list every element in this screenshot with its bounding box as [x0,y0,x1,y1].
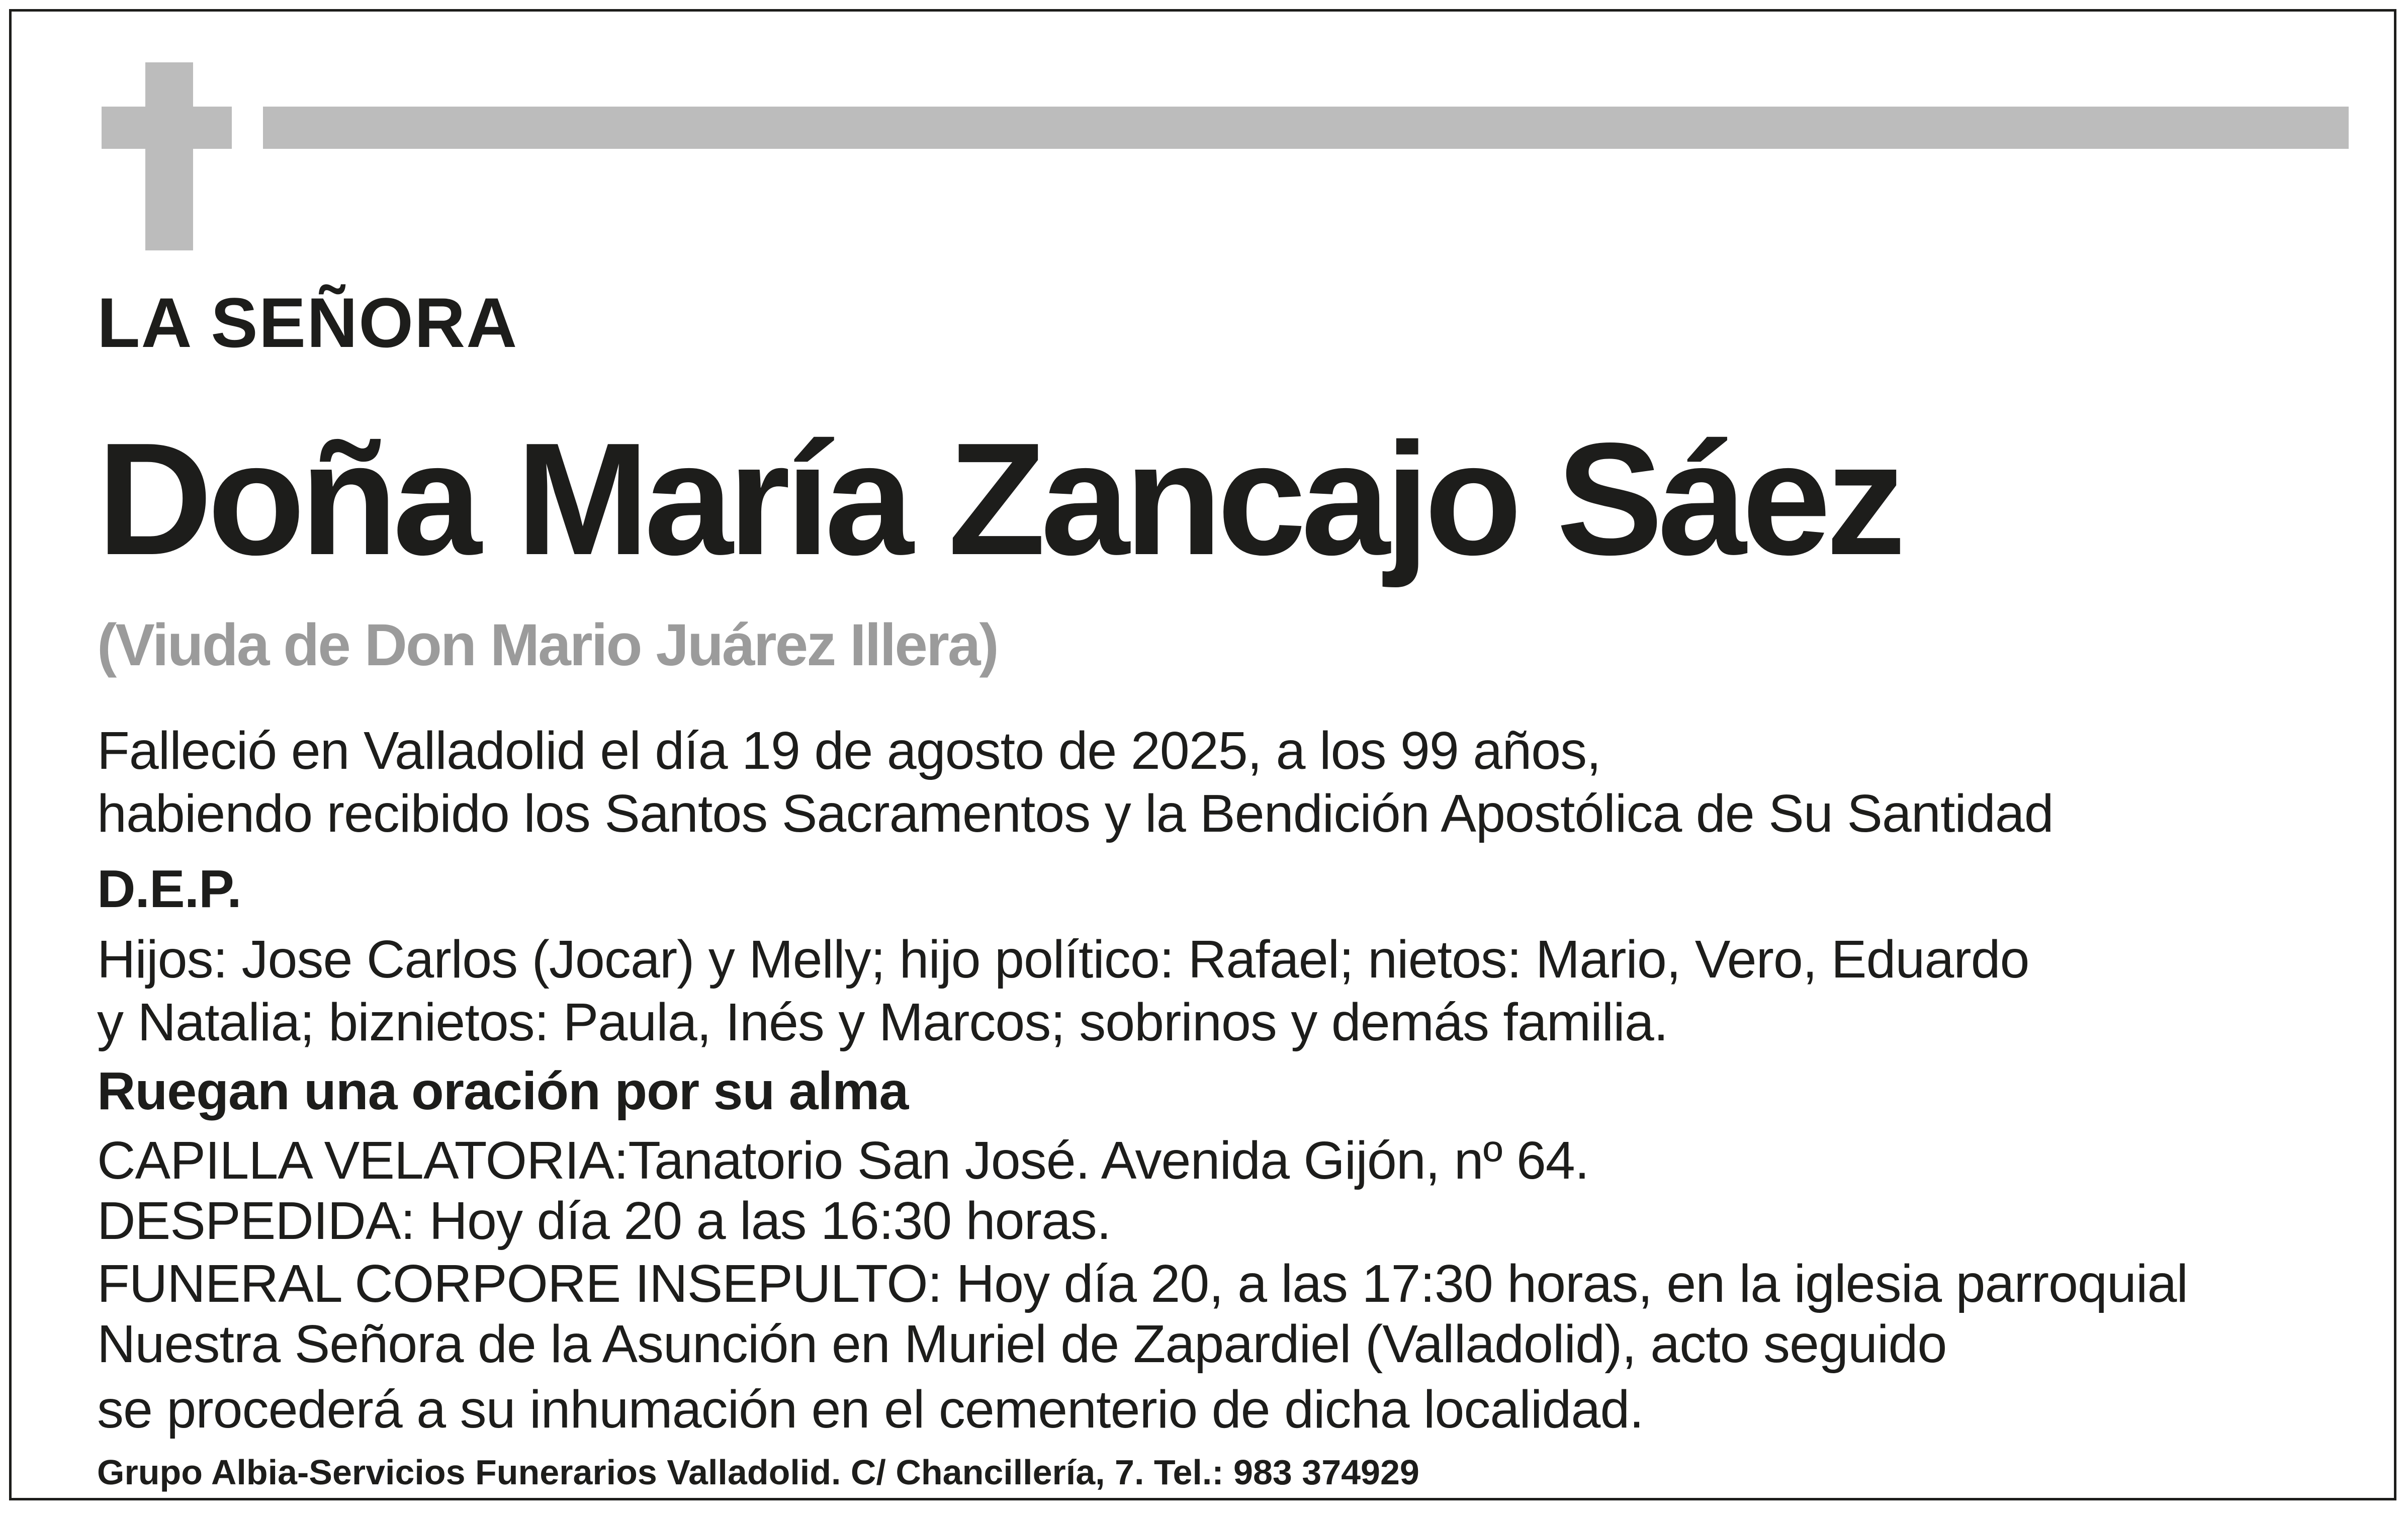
death-line-1: Falleció en Valladolid el día 19 de agosto de 2025, a los 99 años, [97,721,1601,780]
widow-of-line: (Viuda de Don Mario Juárez Illera) [97,612,998,678]
service-line-2: DESPEDIDA: Hoy día 20 a las 16:30 horas. [97,1191,1111,1251]
cross-icon-horizontal-bar [102,107,232,149]
obituary-notice [9,9,2396,1500]
family-line-1: Hijos: Jose Carlos (Jocar) y Melly; hijo político: Rafael; nietos: Mario, Vero, Eduardo [97,930,2029,989]
service-line-3: FUNERAL CORPORE INSEPULTO: Hoy día 20, a las 17:30 horas, en la iglesia parroquial [97,1254,2188,1313]
service-line-5: se procederá a su inhumación en el cementerio de dicha localidad. [97,1380,1644,1439]
funeral-home-footer: Grupo Albia-Servicios Funerarios Valladolid. C/ Chancillería, 7. Tel.: 983 374929 [97,1453,1419,1492]
family-line-2: y Natalia; biznietos: Paula, Inés y Marcos; sobrinos y demás familia. [97,993,1668,1052]
title-label: LA SEÑORA [97,283,518,362]
service-line-4: Nuestra Señora de la Asunción en Muriel de Zapardiel (Valladolid), acto seguido [97,1314,1947,1374]
header-rule [263,107,2349,149]
rip-label: D.E.P. [97,859,241,919]
service-line-1: CAPILLA VELATORIA:Tanatorio San José. Avenida Gijón, nº 64. [97,1131,1589,1190]
deceased-name: Doña María Zancajo Sáez [97,410,1901,588]
prayer-request: Ruegan una oración por su alma [97,1061,909,1121]
death-line-2: habiendo recibido los Santos Sacramentos y la Bendición Apostólica de Su Santidad [97,784,2054,843]
cross-icon-vertical-bar [145,62,193,250]
